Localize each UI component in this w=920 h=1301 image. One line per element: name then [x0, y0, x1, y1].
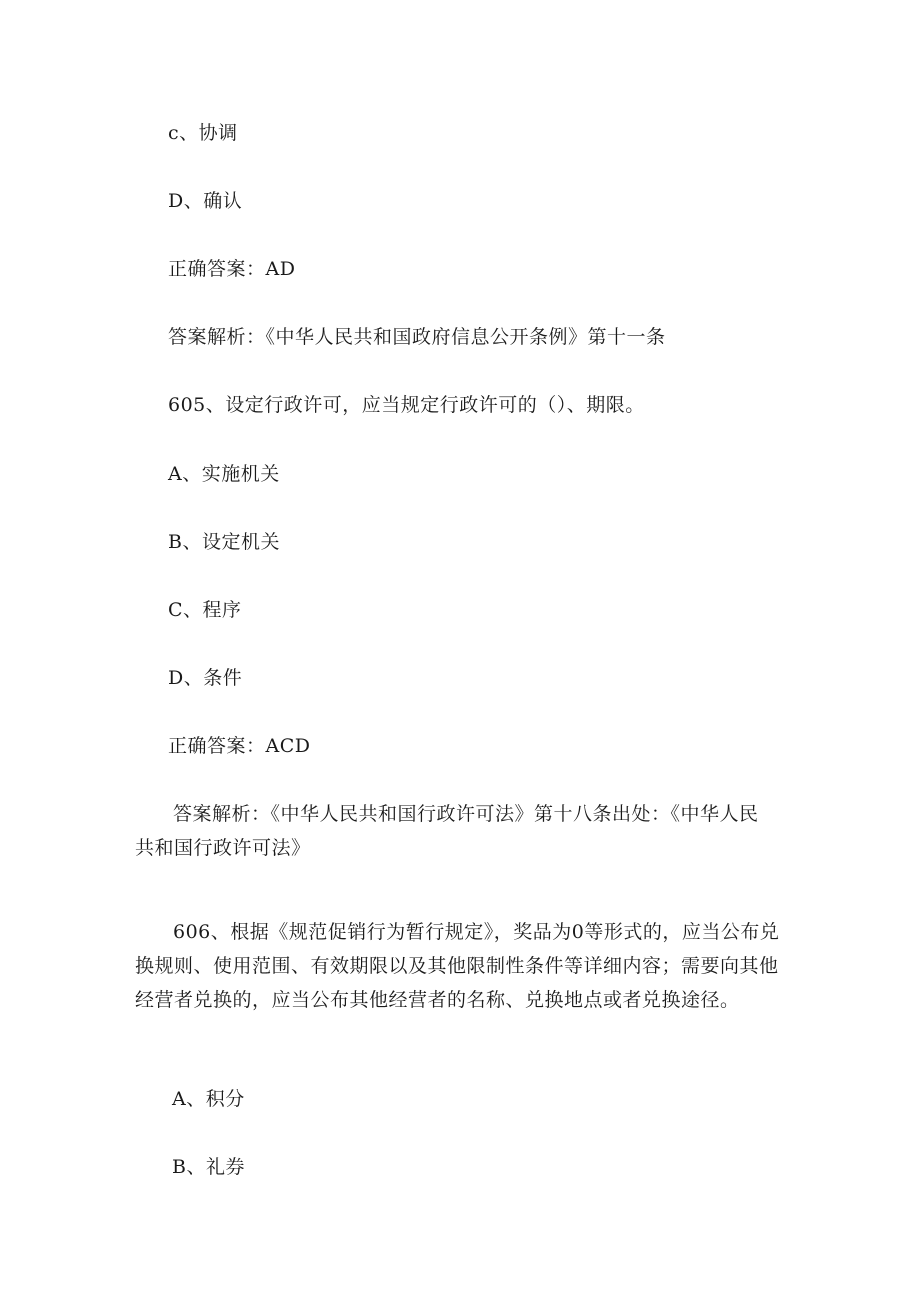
option-d-line: D、确认	[168, 190, 243, 212]
question-605: 605、设定行政许可，应当规定行政许可的（）、期限。	[168, 394, 645, 416]
correct-answer-line: 正确答案：AD	[168, 258, 296, 280]
option-d-line: D、条件	[168, 667, 243, 689]
option-a-line: A、实施机关	[168, 463, 280, 485]
paragraph-row: 606、根据《规范促销行为暂行规定》，奖品为0等形式的，应当公布兑	[173, 921, 780, 943]
correct-answer-line: 正确答案：ACD	[168, 735, 311, 757]
paragraph-row: 答案解析：《中华人民共和国行政许可法》第十八条出处：《中华人民	[173, 803, 759, 825]
option-c-line: c、协调	[168, 122, 238, 144]
paragraph-row: 换规则、使用范围、有效期限以及其他限制性条件等详细内容；需要向其他	[135, 955, 779, 977]
question-606	[135, 915, 791, 1017]
paragraph-row: 经营者兑换的，应当公布其他经营者的名称、兑换地点或者兑换途径。	[135, 989, 740, 1011]
answer-explanation-line: 答案解析：《中华人民共和国政府信息公开条例》第十一条	[168, 326, 666, 348]
option-b-line: B、礼券	[172, 1156, 245, 1178]
option-b-line: B、设定机关	[168, 531, 280, 553]
option-c-line: C、程序	[168, 599, 242, 621]
option-a-line: A、积分	[172, 1088, 245, 1110]
answer-explanation-paragraph	[135, 797, 791, 865]
paragraph-row: 共和国行政许可法》	[135, 837, 311, 859]
